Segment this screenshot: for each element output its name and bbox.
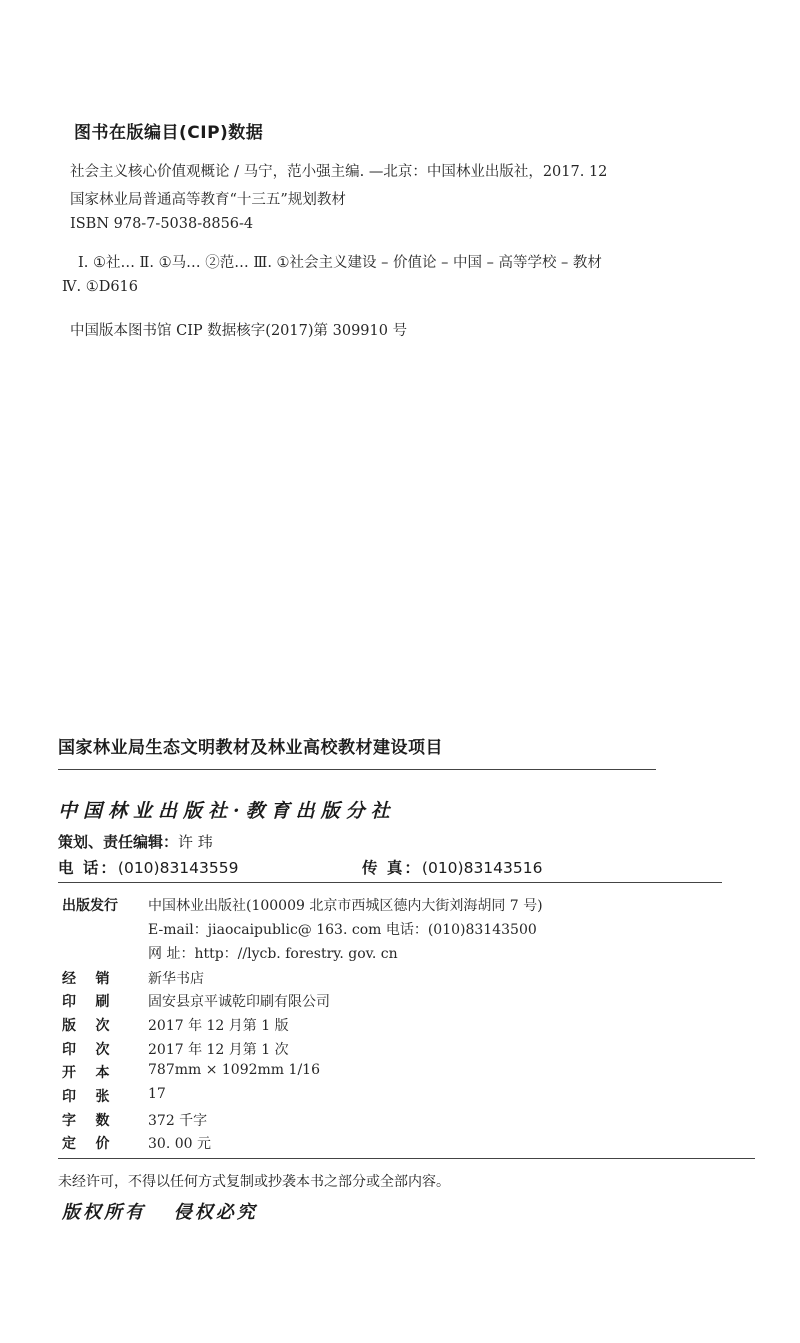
format-value: 787mm × 1092mm 1/16 [148,1062,320,1078]
web-line: 网 址：http：//lycb. forestry. gov. cn [148,946,398,962]
edition-value: 2017 年 12 月第 1 版 [148,1018,289,1034]
sheets-value: 17 [148,1086,166,1102]
editor-name: 许 玮 [178,833,213,851]
cip-library-line: 中国版本图书馆 CIP 数据核字(2017)第 309910 号 [70,323,408,339]
editor-line [58,831,213,852]
divider-rule [58,882,722,883]
edition-label: 版 次 [62,1018,110,1034]
cip-series-line: 国家林业局普通高等教育“十三五”规划教材 [70,192,346,208]
project-title: 国家林业局生态文明教材及林业高校教材建设项目 [58,738,443,758]
divider-rule [58,1158,755,1159]
printer-value: 固安县京平诚乾印刷有限公司 [148,994,330,1010]
printing-value: 2017 年 12 月第 1 次 [148,1042,289,1058]
publisher-value: 中国林业出版社(100009 北京市西城区德内大街刘海胡同 7 号) [148,898,543,914]
word-count-label: 字 数 [62,1113,110,1129]
phone-label: 电 话： [58,859,118,877]
printing-label: 印 次 [62,1042,110,1058]
publisher-heading: 中国林业出版社·教育出版分社 [58,800,396,822]
cip-subject-line: Ⅰ. ①社… Ⅱ. ①马… ②范… Ⅲ. ①社会主义建设 – 价值论 – 中国 – 高等学校 – 教材 [78,255,602,271]
copyright-notice: 未经许可，不得以任何方式复制或抄袭本书之部分或全部内容。 [58,1174,450,1190]
divider-rule [58,769,656,770]
fax-label: 传 真： [362,859,422,877]
phone-line [58,856,238,878]
cip-class-line: Ⅳ. ①D616 [62,279,139,295]
cip-book-line: 社会主义核心价值观概论 / 马宁，范小强主编. —北京：中国林业出版社，2017. 12 [70,164,608,180]
rights-reserved: 版权所有 侵权必究 [62,1202,258,1223]
phone-number: (010)83143559 [117,859,239,877]
fax-line [362,856,542,878]
distributor-value: 新华书店 [148,971,204,987]
publisher-label: 出版发行 [62,898,118,914]
price-label: 定 价 [62,1136,110,1152]
price-value: 30. 00 元 [148,1136,211,1152]
format-label: 开 本 [62,1065,110,1081]
fax-number: (010)83143516 [421,859,543,877]
cip-title: 图书在版编目(CIP)数据 [74,123,264,143]
distributor-label: 经 销 [62,971,110,987]
editor-label: 策划、责任编辑： [58,833,179,851]
printer-label: 印 刷 [62,994,110,1010]
email-line: E-mail：jiaocaipublic@ 163. com 电话：(010)83143500 [148,922,537,938]
word-count-value: 372 千字 [148,1113,208,1129]
sheets-label: 印 张 [62,1089,110,1105]
cip-isbn: ISBN 978-7-5038-8856-4 [70,216,254,232]
